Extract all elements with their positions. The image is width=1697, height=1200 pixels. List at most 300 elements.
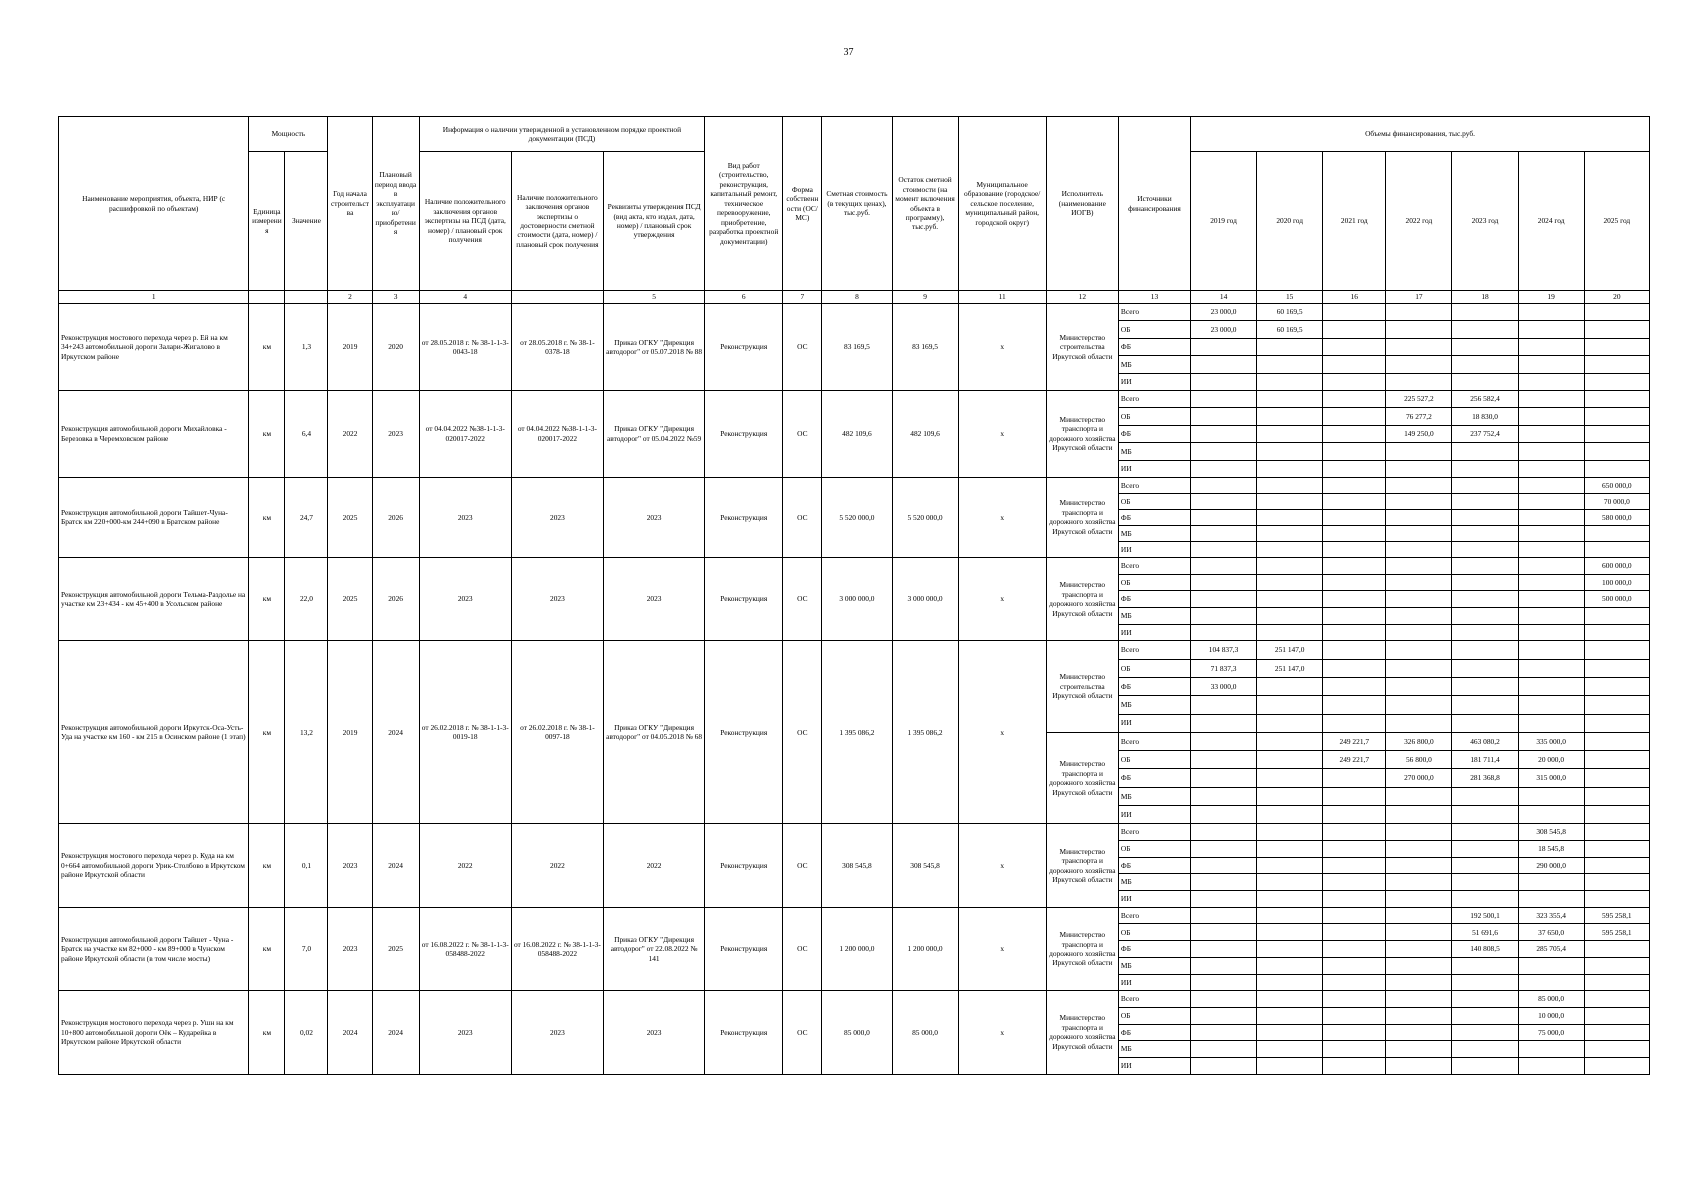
work-type-cell: Реконструкция [705, 390, 783, 477]
executor-cell: Министерство транспорта и дорожного хозяйства Иркутской области [1046, 907, 1118, 990]
table-row [59, 557, 1650, 574]
funding-amount-cell [1452, 591, 1518, 608]
funding-amount-cell: 18 545,8 [1518, 841, 1584, 858]
funding-amount-cell [1452, 373, 1518, 390]
funding-amount-cell [1257, 1024, 1323, 1041]
funding-amount-cell [1584, 957, 1649, 974]
value-cell: 1,3 [285, 304, 328, 391]
funding-amount-cell [1191, 891, 1257, 908]
table-body [59, 304, 1650, 1075]
funding-amount-cell [1386, 824, 1452, 841]
funding-amount-cell: 249 221,7 [1323, 732, 1386, 750]
column-number-cell: 12 [1046, 291, 1118, 304]
cost-expertise-cell: от 04.04.2022 №38-1-1-3-020017-2022 [511, 390, 603, 477]
funding-amount-cell [1452, 991, 1518, 1008]
funding-amount-cell [1323, 321, 1386, 338]
column-number-cell: 8 [822, 291, 892, 304]
funding-amount-cell [1386, 696, 1452, 714]
funding-amount-cell [1386, 1041, 1452, 1058]
funding-amount-cell [1191, 907, 1257, 924]
funding-amount-cell [1323, 493, 1386, 509]
funding-source-cell: ИИ [1118, 714, 1190, 732]
funding-amount-cell [1323, 907, 1386, 924]
funding-amount-cell [1518, 641, 1584, 659]
value-cell: 0,1 [285, 824, 328, 907]
object-name-cell: Реконструкция автомобильной дороги Тельма-Раздолье на участке км 23+434 - км 45+400 в Усольском районе [59, 557, 249, 640]
psd-expertise-cell: 2023 [419, 477, 511, 557]
funding-source-cell: ИИ [1118, 541, 1190, 557]
funding-amount-cell: 51 691,6 [1452, 924, 1518, 941]
funding-amount-cell [1452, 857, 1518, 874]
funding-amount-cell [1518, 304, 1584, 321]
funding-amount-cell [1323, 1041, 1386, 1058]
funding-amount-cell [1257, 941, 1323, 958]
funding-amount-cell [1518, 321, 1584, 338]
funding-amount-cell [1191, 974, 1257, 991]
funding-amount-cell: 323 355,4 [1518, 907, 1584, 924]
funding-amount-cell [1518, 591, 1584, 608]
remaining-cost-cell: 5 520 000,0 [892, 477, 958, 557]
funding-amount-cell: 256 582,4 [1452, 390, 1518, 407]
funding-amount-cell [1323, 338, 1386, 355]
funding-amount-cell [1452, 557, 1518, 574]
funding-amount-cell [1584, 941, 1649, 958]
funding-amount-cell [1386, 1024, 1452, 1041]
column-number-cell: 15 [1257, 291, 1323, 304]
ownership-cell: ОС [783, 907, 822, 990]
funding-amount-cell [1452, 957, 1518, 974]
funding-amount-cell: 18 830,0 [1452, 408, 1518, 425]
funding-amount-cell [1323, 841, 1386, 858]
unit-cell: км [249, 641, 285, 824]
executor-cell: Министерство транспорта и дорожного хозяйства Иркутской области [1046, 732, 1118, 823]
funding-amount-cell [1257, 677, 1323, 695]
funding-amount-cell [1452, 493, 1518, 509]
header-estimated-cost: Сметная стоимость (в текущих ценах), тыс.руб. [822, 117, 892, 291]
funding-source-cell: ФБ [1118, 1024, 1190, 1041]
funding-amount-cell [1386, 841, 1452, 858]
column-number-cell: 3 [372, 291, 419, 304]
funding-amount-cell: 249 221,7 [1323, 751, 1386, 769]
unit-cell: км [249, 907, 285, 990]
funding-source-cell: ОБ [1118, 1007, 1190, 1024]
column-number-cell: 20 [1584, 291, 1649, 304]
end-year-cell: 2026 [372, 477, 419, 557]
approval-cell: 2023 [603, 557, 704, 640]
funding-amount-cell [1452, 304, 1518, 321]
funding-amount-cell [1257, 824, 1323, 841]
funding-amount-cell [1386, 557, 1452, 574]
funding-amount-cell [1452, 541, 1518, 557]
psd-expertise-cell: от 28.05.2018 г. № 38-1-1-3-0043-18 [419, 304, 511, 391]
funding-amount-cell [1518, 891, 1584, 908]
value-cell: 13,2 [285, 641, 328, 824]
funding-source-cell: ОБ [1118, 408, 1190, 425]
funding-amount-cell [1257, 696, 1323, 714]
funding-amount-cell [1452, 1024, 1518, 1041]
funding-amount-cell [1386, 974, 1452, 991]
funding-amount-cell [1452, 974, 1518, 991]
funding-amount-cell [1323, 991, 1386, 1008]
funding-amount-cell [1191, 924, 1257, 941]
cost-expertise-cell: 2023 [511, 477, 603, 557]
funding-source-cell: Всего [1118, 304, 1190, 321]
value-cell: 24,7 [285, 477, 328, 557]
funding-amount-cell: 60 169,5 [1257, 321, 1323, 338]
funding-amount-cell [1191, 477, 1257, 493]
funding-source-cell: ОБ [1118, 659, 1190, 677]
funding-amount-cell [1386, 787, 1452, 805]
funding-amount-cell: 290 000,0 [1518, 857, 1584, 874]
psd-expertise-cell: 2023 [419, 991, 511, 1074]
header-year-2020: 2020 год [1257, 152, 1323, 291]
municipality-cell: х [958, 824, 1046, 907]
funding-amount-cell [1518, 957, 1584, 974]
unit-cell: км [249, 557, 285, 640]
funding-amount-cell [1584, 641, 1649, 659]
end-year-cell: 2025 [372, 907, 419, 990]
funding-amount-cell [1452, 641, 1518, 659]
cost-expertise-cell: от 28.05.2018 г. № 38-1-0378-18 [511, 304, 603, 391]
funding-amount-cell [1452, 1007, 1518, 1024]
funding-amount-cell: 580 000,0 [1584, 509, 1649, 525]
funding-amount-cell [1386, 891, 1452, 908]
funding-amount-cell [1257, 857, 1323, 874]
funding-amount-cell: 500 000,0 [1584, 591, 1649, 608]
funding-amount-cell [1386, 477, 1452, 493]
column-number-cell: 16 [1323, 291, 1386, 304]
funding-amount-cell [1584, 857, 1649, 874]
funding-amount-cell [1257, 460, 1323, 477]
column-number-cell: 13 [1118, 291, 1190, 304]
funding-amount-cell: 181 711,4 [1452, 751, 1518, 769]
funding-amount-cell [1191, 1024, 1257, 1041]
work-type-cell: Реконструкция [705, 991, 783, 1074]
header-planned-period: Плановый период ввода в эксплуатацию/приобретения [372, 117, 419, 291]
executor-cell: Министерство транспорта и дорожного хозяйства Иркутской области [1046, 477, 1118, 557]
funding-amount-cell [1518, 477, 1584, 493]
funding-amount-cell [1323, 824, 1386, 841]
funding-source-cell: Всего [1118, 732, 1190, 750]
funding-amount-cell [1386, 659, 1452, 677]
funding-amount-cell: 192 500,1 [1452, 907, 1518, 924]
funding-amount-cell [1191, 460, 1257, 477]
column-number-cell: 4 [419, 291, 511, 304]
estimated-cost-cell: 83 169,5 [822, 304, 892, 391]
funding-amount-cell [1518, 557, 1584, 574]
funding-amount-cell [1323, 806, 1386, 824]
funding-amount-cell: 285 705,4 [1518, 941, 1584, 958]
funding-amount-cell [1323, 974, 1386, 991]
unit-cell: км [249, 477, 285, 557]
table-row [59, 477, 1650, 493]
funding-amount-cell [1584, 460, 1649, 477]
funding-amount-cell: 308 545,8 [1518, 824, 1584, 841]
header-psd-expertise: Наличие положительного заключения органов экспертизы на ПСД (дата, номер) / плановый срок получения [419, 152, 511, 291]
funding-amount-cell [1584, 525, 1649, 541]
funding-amount-cell [1191, 824, 1257, 841]
estimated-cost-cell: 3 000 000,0 [822, 557, 892, 640]
funding-amount-cell: 20 000,0 [1518, 751, 1584, 769]
funding-source-cell: ИИ [1118, 460, 1190, 477]
remaining-cost-cell: 308 545,8 [892, 824, 958, 907]
funding-amount-cell [1386, 321, 1452, 338]
header-ownership: Форма собственности (ОС/МС) [783, 117, 822, 291]
funding-amount-cell [1584, 806, 1649, 824]
funding-source-cell: МБ [1118, 787, 1190, 805]
funding-amount-cell: 650 000,0 [1584, 477, 1649, 493]
funding-amount-cell [1452, 321, 1518, 338]
funding-source-cell: МБ [1118, 356, 1190, 373]
column-numbers-row [59, 291, 1650, 304]
estimated-cost-cell: 308 545,8 [822, 824, 892, 907]
cost-expertise-cell: от 26.02.2018 г. № 38-1-0097-18 [511, 641, 603, 824]
cost-expertise-cell: 2023 [511, 557, 603, 640]
header-financing: Объемы финансирования, тыс.руб. [1191, 117, 1650, 152]
funding-source-cell: ФБ [1118, 591, 1190, 608]
funding-amount-cell [1386, 525, 1452, 541]
funding-amount-cell [1257, 338, 1323, 355]
funding-amount-cell [1584, 1057, 1649, 1074]
funding-amount-cell [1191, 751, 1257, 769]
funding-amount-cell [1584, 338, 1649, 355]
funding-amount-cell [1323, 624, 1386, 641]
header-capacity: Мощность [249, 117, 328, 152]
funding-source-cell: ФБ [1118, 857, 1190, 874]
funding-amount-cell [1452, 1057, 1518, 1074]
funding-source-cell: ФБ [1118, 941, 1190, 958]
funding-amount-cell [1191, 732, 1257, 750]
funding-amount-cell [1257, 841, 1323, 858]
column-number-cell: 5 [603, 291, 704, 304]
funding-amount-cell [1518, 696, 1584, 714]
remaining-cost-cell: 1 395 086,2 [892, 641, 958, 824]
column-number-cell: 6 [705, 291, 783, 304]
funding-amount-cell [1257, 714, 1323, 732]
funding-amount-cell [1518, 509, 1584, 525]
column-number-cell: 17 [1386, 291, 1452, 304]
funding-amount-cell [1452, 477, 1518, 493]
funding-amount-cell: 75 000,0 [1518, 1024, 1584, 1041]
funding-amount-cell [1191, 624, 1257, 641]
funding-amount-cell: 600 000,0 [1584, 557, 1649, 574]
funding-amount-cell [1452, 443, 1518, 460]
funding-amount-cell [1518, 624, 1584, 641]
funding-source-cell: Всего [1118, 991, 1190, 1008]
funding-amount-cell [1452, 874, 1518, 891]
funding-amount-cell: 33 000,0 [1191, 677, 1257, 695]
funding-amount-cell [1386, 907, 1452, 924]
estimated-cost-cell: 5 520 000,0 [822, 477, 892, 557]
funding-amount-cell [1257, 356, 1323, 373]
funding-amount-cell [1257, 907, 1323, 924]
funding-amount-cell [1518, 607, 1584, 624]
funding-amount-cell [1386, 460, 1452, 477]
funding-source-cell: ИИ [1118, 891, 1190, 908]
ownership-cell: ОС [783, 641, 822, 824]
funding-amount-cell [1323, 304, 1386, 321]
funding-amount-cell [1452, 696, 1518, 714]
header-cost-expertise: Наличие положительного заключения органов экспертизы о достоверности сметной стоимости (дата, номер) / плановый срок получения [511, 152, 603, 291]
object-name-cell: Реконструкция мостового перехода через р. Ей на км 34+243 автомобильной дороги Залари-Жигалово в Иркутском районе [59, 304, 249, 391]
funding-amount-cell [1191, 1007, 1257, 1024]
funding-amount-cell [1257, 991, 1323, 1008]
funding-amount-cell [1323, 390, 1386, 407]
funding-amount-cell [1323, 1024, 1386, 1041]
executor-cell: Министерство строительства Иркутской области [1046, 304, 1118, 391]
funding-amount-cell [1584, 874, 1649, 891]
funding-amount-cell: 326 800,0 [1386, 732, 1452, 750]
funding-amount-cell [1584, 787, 1649, 805]
column-number-cell: 2 [328, 291, 372, 304]
funding-amount-cell [1257, 957, 1323, 974]
funding-amount-cell [1257, 974, 1323, 991]
unit-cell: км [249, 390, 285, 477]
executor-cell: Министерство транспорта и дорожного хозяйства Иркутской области [1046, 390, 1118, 477]
funding-amount-cell: 225 527,2 [1386, 390, 1452, 407]
funding-amount-cell [1584, 824, 1649, 841]
funding-amount-cell [1584, 659, 1649, 677]
funding-amount-cell [1323, 460, 1386, 477]
header-year-2021: 2021 год [1323, 152, 1386, 291]
funding-amount-cell [1257, 806, 1323, 824]
funding-amount-cell [1323, 425, 1386, 442]
funding-amount-cell [1257, 541, 1323, 557]
funding-amount-cell [1386, 1007, 1452, 1024]
municipality-cell: х [958, 641, 1046, 824]
funding-amount-cell [1452, 356, 1518, 373]
funding-amount-cell [1323, 477, 1386, 493]
funding-source-cell: ФБ [1118, 677, 1190, 695]
funding-amount-cell: 251 147,0 [1257, 641, 1323, 659]
funding-amount-cell: 281 368,8 [1452, 769, 1518, 787]
estimated-cost-cell: 1 395 086,2 [822, 641, 892, 824]
executor-cell: Министерство транспорта и дорожного хозяйства Иркутской области [1046, 991, 1118, 1074]
funding-amount-cell: 149 250,0 [1386, 425, 1452, 442]
funding-amount-cell [1191, 525, 1257, 541]
funding-amount-cell [1452, 806, 1518, 824]
program-objects-table [58, 116, 1650, 1075]
estimated-cost-cell: 1 200 000,0 [822, 907, 892, 990]
column-number-cell: 9 [892, 291, 958, 304]
header-executor: Исполнитель (наименование ИОГВ) [1046, 117, 1118, 291]
funding-amount-cell [1518, 541, 1584, 557]
funding-amount-cell [1584, 408, 1649, 425]
header-psd-info: Информация о наличии утвержденной в установленном порядке проектной документации (ПСД) [419, 117, 705, 152]
page-number: 37 [843, 47, 854, 58]
funding-amount-cell [1518, 460, 1584, 477]
funding-source-cell: ОБ [1118, 493, 1190, 509]
funding-amount-cell: 10 000,0 [1518, 1007, 1584, 1024]
end-year-cell: 2020 [372, 304, 419, 391]
table-row [59, 991, 1650, 1008]
start-year-cell: 2019 [328, 641, 372, 824]
funding-source-cell: ФБ [1118, 509, 1190, 525]
funding-amount-cell [1584, 1007, 1649, 1024]
funding-amount-cell: 595 258,1 [1584, 924, 1649, 941]
funding-amount-cell [1518, 714, 1584, 732]
end-year-cell: 2026 [372, 557, 419, 640]
funding-amount-cell [1323, 857, 1386, 874]
funding-amount-cell [1386, 941, 1452, 958]
table-row [59, 304, 1650, 321]
approval-cell: 2022 [603, 824, 704, 907]
funding-amount-cell [1323, 574, 1386, 591]
column-number-cell: 14 [1191, 291, 1257, 304]
funding-source-cell: ФБ [1118, 425, 1190, 442]
funding-source-cell: ОБ [1118, 841, 1190, 858]
funding-amount-cell [1323, 924, 1386, 941]
funding-amount-cell [1323, 1007, 1386, 1024]
funding-amount-cell [1323, 787, 1386, 805]
unit-cell: км [249, 824, 285, 907]
header-remaining-cost: Остаток сметной стоимости (на момент включения объекта в программу), тыс.руб. [892, 117, 958, 291]
funding-amount-cell [1191, 541, 1257, 557]
funding-amount-cell [1452, 1041, 1518, 1058]
funding-amount-cell [1386, 677, 1452, 695]
funding-amount-cell [1323, 591, 1386, 608]
funding-amount-cell [1584, 425, 1649, 442]
header-name: Наименование мероприятия, объекта, НИР (с расшифровкой по объектам) [59, 117, 249, 291]
funding-amount-cell [1386, 356, 1452, 373]
funding-amount-cell: 56 800,0 [1386, 751, 1452, 769]
funding-amount-cell [1584, 751, 1649, 769]
funding-amount-cell [1518, 574, 1584, 591]
psd-expertise-cell: от 16.08.2022 г. № 38-1-1-3-058488-2022 [419, 907, 511, 990]
funding-amount-cell [1191, 509, 1257, 525]
column-number-cell [511, 291, 603, 304]
funding-amount-cell [1257, 769, 1323, 787]
funding-amount-cell [1584, 356, 1649, 373]
funding-source-cell: МБ [1118, 874, 1190, 891]
cost-expertise-cell: от 16.08.2022 г. № 38-1-1-3-058488-2022 [511, 907, 603, 990]
funding-amount-cell [1518, 1057, 1584, 1074]
funding-amount-cell [1257, 751, 1323, 769]
header-work-type: Вид работ (строительство, реконструкция, капитальный ремонт, техническое перевооружение, приобретение, разработка проектной документации) [705, 117, 783, 291]
funding-amount-cell [1323, 557, 1386, 574]
cost-expertise-cell: 2023 [511, 991, 603, 1074]
ownership-cell: ОС [783, 477, 822, 557]
funding-amount-cell [1584, 891, 1649, 908]
funding-amount-cell [1323, 356, 1386, 373]
funding-amount-cell: 70 000,0 [1584, 493, 1649, 509]
funding-amount-cell [1386, 957, 1452, 974]
psd-expertise-cell: от 04.04.2022 №38-1-1-3-020017-2022 [419, 390, 511, 477]
funding-amount-cell [1584, 304, 1649, 321]
end-year-cell: 2024 [372, 824, 419, 907]
municipality-cell: х [958, 557, 1046, 640]
ownership-cell: ОС [783, 304, 822, 391]
funding-amount-cell [1257, 591, 1323, 608]
funding-amount-cell [1257, 557, 1323, 574]
funding-source-cell: Всего [1118, 477, 1190, 493]
funding-amount-cell [1191, 696, 1257, 714]
funding-amount-cell [1452, 841, 1518, 858]
funding-amount-cell [1518, 493, 1584, 509]
funding-amount-cell [1452, 574, 1518, 591]
funding-amount-cell: 595 258,1 [1584, 907, 1649, 924]
funding-amount-cell [1191, 557, 1257, 574]
work-type-cell: Реконструкция [705, 304, 783, 391]
funding-amount-cell [1386, 806, 1452, 824]
psd-expertise-cell: от 26.02.2018 г. № 38-1-1-3-0019-18 [419, 641, 511, 824]
funding-amount-cell [1323, 677, 1386, 695]
value-cell: 6,4 [285, 390, 328, 477]
funding-amount-cell [1191, 957, 1257, 974]
funding-amount-cell [1452, 509, 1518, 525]
funding-amount-cell: 104 837,3 [1191, 641, 1257, 659]
object-name-cell: Реконструкция мостового перехода через р. Ушн на км 10+800 автомобильной дороги Оёк – Кударейка в Иркутском районе Иркутской области [59, 991, 249, 1074]
